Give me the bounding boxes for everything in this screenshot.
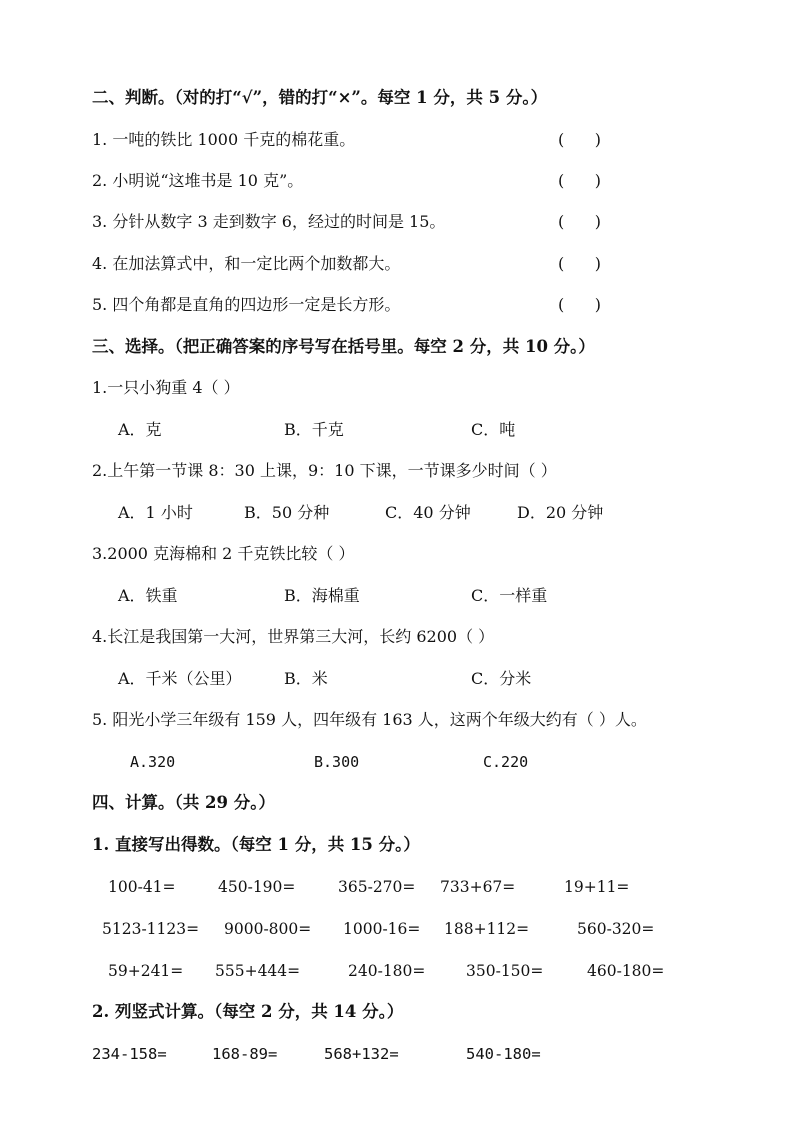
- choice-question-5: 5. 阳光小学三年级有 159 人，四年级有 163 人，这两个年级大约有（ ）人。: [92, 710, 647, 729]
- choice-question-3: 3.2000 克海棉和 2 千克铁比较（ ）: [92, 544, 355, 563]
- choice-1-option-a[interactable]: A．克: [118, 420, 162, 439]
- choice-2-option-d[interactable]: D．20 分钟: [517, 503, 604, 522]
- section2-heading: 二、判断。（对的打“√”，错的打“×”。每空 1 分，共 5 分。）: [92, 88, 548, 107]
- answer-blank-5[interactable]: ( ): [558, 295, 601, 314]
- choice-5-option-b[interactable]: B.300: [314, 753, 360, 771]
- section3-heading: 三、选择。（把正确答案的序号写在括号里。每空 2 分，共 10 分。）: [92, 337, 595, 356]
- choice-5-option-c[interactable]: C.220: [483, 753, 529, 771]
- calc-r1-c1: 100-41=: [108, 878, 176, 896]
- choice-question-2: 2.上午第一节课 8：30 上课，9：10 下课，一节课多少时间（ ）: [92, 461, 557, 480]
- choice-4-option-a[interactable]: A．千米（公里）: [118, 669, 242, 688]
- calc-part1-heading: 1. 直接写出得数。（每空 1 分，共 15 分。）: [92, 835, 420, 854]
- choice-3-option-c[interactable]: C．一样重: [471, 586, 548, 605]
- choice-3-option-b[interactable]: B．海棉重: [284, 586, 360, 605]
- choice-3-option-a[interactable]: A．铁重: [118, 586, 178, 605]
- calc-r3-c1: 59+241=: [108, 962, 184, 980]
- calc-r3-c5: 460-180=: [587, 962, 665, 980]
- judge-item-2: 2. 小明说“这堆书是 10 克”。: [92, 171, 304, 190]
- judge-item-4: 4. 在加法算式中，和一定比两个加数都大。: [92, 254, 401, 273]
- calc-part2-heading: 2. 列竖式计算。（每空 2 分，共 14 分。）: [92, 1002, 404, 1021]
- choice-4-option-c[interactable]: C．分米: [471, 669, 532, 688]
- answer-blank-1[interactable]: ( ): [558, 130, 601, 149]
- calc-r1-c2: 450-190=: [218, 878, 296, 896]
- choice-2-option-c[interactable]: C．40 分钟: [385, 503, 471, 522]
- calc-r3-c2: 555+444=: [215, 962, 301, 980]
- calc-r2-c5: 560-320=: [577, 920, 655, 938]
- answer-blank-3[interactable]: ( ): [558, 212, 601, 231]
- calc-r3-c4: 350-150=: [466, 962, 544, 980]
- answer-blank-2[interactable]: ( ): [558, 171, 601, 190]
- choice-question-4: 4.长江是我国第一大河，世界第三大河，长约 6200（ ）: [92, 627, 495, 646]
- calc-r1-c4: 733+67=: [440, 878, 516, 896]
- calc-r1-c3: 365-270=: [338, 878, 416, 896]
- judge-item-3: 3. 分针从数字 3 走到数字 6，经过的时间是 15。: [92, 212, 446, 231]
- choice-5-option-a[interactable]: A.320: [130, 753, 176, 771]
- vertical-calc-4: 540-180=: [466, 1045, 541, 1063]
- choice-question-1: 1.一只小狗重 4（ ）: [92, 378, 240, 397]
- calc-r2-c1: 5123-1123=: [102, 920, 200, 938]
- calc-r2-c3: 1000-16=: [343, 920, 421, 938]
- calc-r2-c4: 188+112=: [444, 920, 530, 938]
- vertical-calc-2: 168-89=: [212, 1045, 278, 1063]
- vertical-calc-1: 234-158=: [92, 1045, 167, 1063]
- answer-blank-4[interactable]: ( ): [558, 254, 601, 273]
- judge-item-1: 1. 一吨的铁比 1000 千克的棉花重。: [92, 130, 356, 149]
- vertical-calc-3: 568+132=: [324, 1045, 399, 1063]
- choice-2-option-b[interactable]: B．50 分种: [244, 503, 330, 522]
- section4-heading: 四、计算。（共 29 分。）: [92, 793, 275, 812]
- choice-1-option-c[interactable]: C．吨: [471, 420, 516, 439]
- calc-r1-c5: 19+11=: [564, 878, 630, 896]
- calc-r2-c2: 9000-800=: [224, 920, 312, 938]
- choice-1-option-b[interactable]: B．千克: [284, 420, 344, 439]
- choice-2-option-a[interactable]: A．1 小时: [118, 503, 193, 522]
- choice-4-option-b[interactable]: B．米: [284, 669, 328, 688]
- calc-r3-c3: 240-180=: [348, 962, 426, 980]
- judge-item-5: 5. 四个角都是直角的四边形一定是长方形。: [92, 295, 401, 314]
